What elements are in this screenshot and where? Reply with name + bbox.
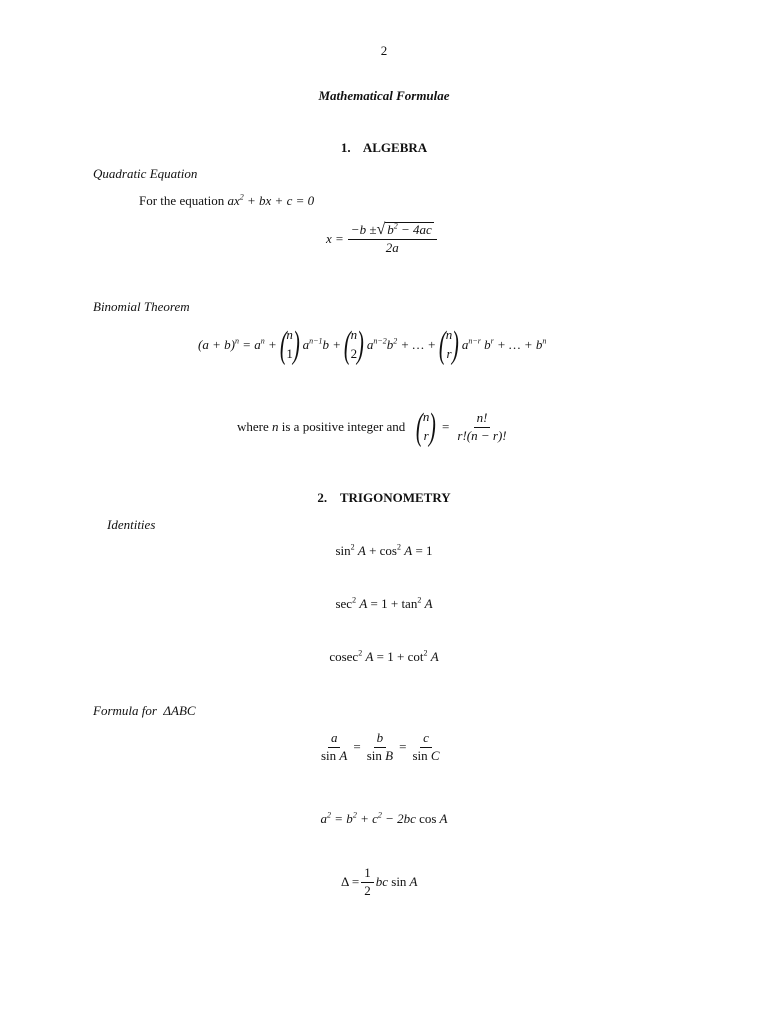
binomial-coefficient-definition: where n is a positive integer and ( n r ) = $\frac{n!}{r!(n - r)!}$ xyxy=(237,408,512,446)
identity-sin-cos: $\sin^2 A + \cos^2 A = 1$ xyxy=(335,542,433,558)
section-heading-algebra: 1. ALGEBRA xyxy=(340,140,428,155)
cosine-rule: $a^2 = b^2 + c^2 - 2bc$ cos A xyxy=(320,810,448,826)
triangle-symbol: ΔABC xyxy=(163,703,196,718)
nCr-fraction: $\frac{n!}{r!(n - r)!}$ xyxy=(457,409,507,443)
quadratic-fraction xyxy=(348,222,437,256)
binomial-expansion: $(a + b)^n = a^n$ + ( n 1 ) $a^{n-1}b$ + ( n 2 ) $a^{n-2}b^2$ + … + ( n r ) $a^{n-r}$ $b^r$ + … + $b^n$ xyxy=(198,324,547,366)
binom-n-2: ( n 2 ) xyxy=(343,324,364,366)
binom-n-r: ( n r ) xyxy=(438,324,460,366)
quadratic-intro-line xyxy=(139,193,314,209)
triangle-area-formula: Δ = $\frac{1}{2}$ bc sin A xyxy=(341,865,418,898)
subheading-binomial: Binomial Theorem xyxy=(93,299,190,314)
subheading-quadratic: Quadratic Equation xyxy=(93,166,198,181)
quadratic-intro-text: For the equation xyxy=(139,193,225,208)
page-title: Mathematical Formulae xyxy=(318,88,450,103)
sine-rule: $\frac{a}{\text{sin A}}$ = $\frac{b}{\text{sin B}}$ = $\frac{c}{\text{sin C}}$ xyxy=(321,730,440,763)
quadratic-x-lhs: x = xyxy=(326,230,344,246)
identity-sec-tan: $\sec^2 A = 1 + \tan^2 A$ xyxy=(335,595,433,611)
section-heading-trigonometry: 2. TRIGONOMETRY xyxy=(317,490,451,505)
identity-cosec-cot: cosec$^2$ $A = 1 + \cot^2 A$ xyxy=(329,648,439,664)
page-number: 2 xyxy=(380,43,388,58)
quadratic-denominator: 2a xyxy=(385,240,399,255)
binom-n-1: ( n 1 ) xyxy=(279,324,300,366)
quadratic-numerator: −b ± √ $b^2 - 4ac$ xyxy=(348,222,437,240)
subheading-identities: Identities xyxy=(107,517,156,532)
binom-n-r-def: ( n r ) xyxy=(416,406,437,448)
quadratic-formula xyxy=(326,222,439,256)
quadratic-equation: $ax^2$ + bx + c = 0 xyxy=(227,192,315,208)
square-root: √ $b^2 - 4ac$ xyxy=(376,221,432,238)
subheading-triangle: Formula for ΔABC xyxy=(93,703,196,718)
